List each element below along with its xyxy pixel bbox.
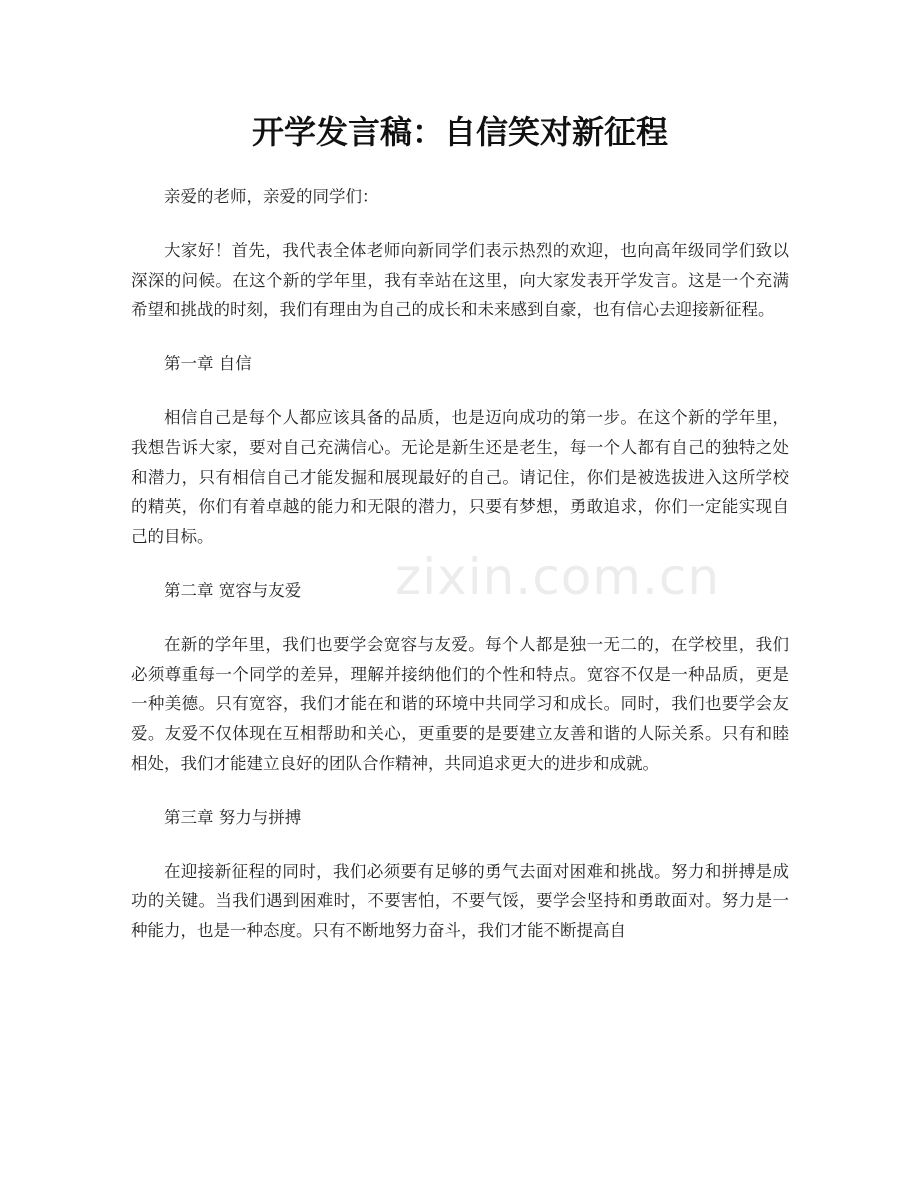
section-heading-2: 第二章 宽容与友爱 bbox=[164, 580, 302, 600]
greeting: 亲爱的老师，亲爱的同学们： bbox=[164, 187, 379, 206]
section-body-2: 在新的学年里，我们也要学会宽容与友爱。每个人都是独一无二的，在学校里，我们必须尊重每一个同学的差异，理解并接纳他们的个性和特点。宽容不仅是一种品质，更是一种美德。只有宽容，我们才能在和谐的环境中共同学习和成长。同时，我们也要学会友爱。友爱不仅体现在互相帮助和关心，更重要的是要建立友善和谐的人际关系。只有和睦相处，我们才能建立良好的团队合作精神，共同追求更大的进步和成就。 bbox=[131, 634, 789, 773]
section-body-3: 在迎接新征程的同时，我们必须要有足够的勇气去面对困难和挑战。努力和拼搏是成功的关键。当我们遇到困难时，不要害怕，不要气馁，要学会坚持和勇敢面对。努力是一种能力，也是一种态度。只有不断地努力奋斗，我们才能不断提高自 bbox=[131, 861, 789, 941]
section-body-1: 相信自己是每个人都应该具备的品质，也是迈向成功的第一步。在这个新的学年里，我想告诉大家，要对自己充满信心。无论是新生还是老生，每一个人都有自己的独特之处和潜力，只有相信自己才能发掘和展现最好的自己。请记住，你们是被选拔进入这所学校的精英，你们有着卓越的能力和无限的潜力，只要有梦想，勇敢追求，你们一定能实现自己的目标。 bbox=[131, 407, 789, 547]
watermark: zixin.com.cn bbox=[395, 548, 721, 606]
section-heading-1: 第一章 自信 bbox=[164, 354, 252, 374]
intro-paragraph: 大家好！首先，我代表全体老师向新同学们表示热烈的欢迎，也向高年级同学们致以深深的问候。在这个新的学年里，我有幸站在这里，向大家发表开学发言。这是一个充满希望和挑战的时刻，我们有理由为自己的成长和未来感到自豪，也有信心去迎接新征程。 bbox=[131, 240, 789, 320]
section-heading-3: 第三章 努力与拼搏 bbox=[164, 807, 302, 827]
page-title: 开学发言稿：自信笑对新征程 bbox=[251, 113, 668, 151]
document-body bbox=[131, 182, 789, 970]
